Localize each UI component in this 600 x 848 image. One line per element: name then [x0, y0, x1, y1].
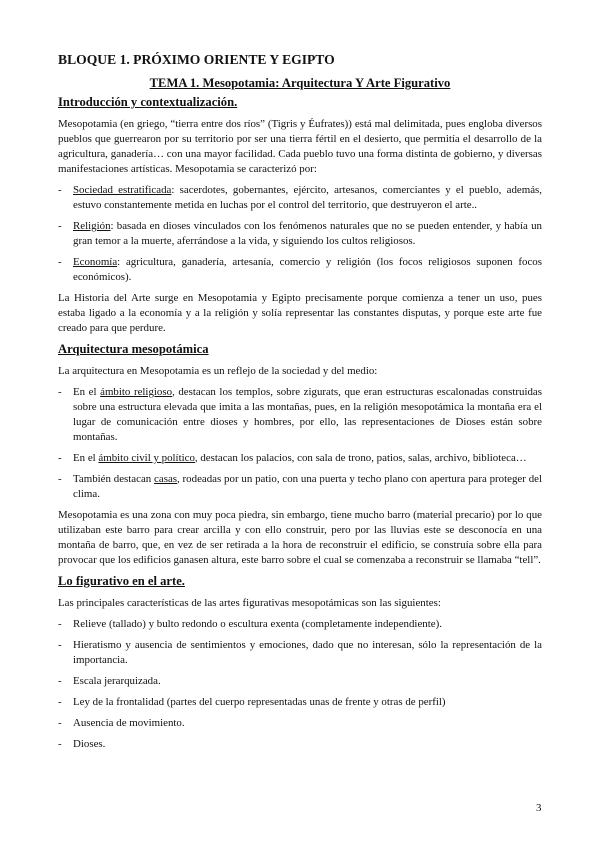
- intro-heading: Introducción y contextualización.: [58, 95, 238, 109]
- page-number: 3: [536, 802, 542, 814]
- list-item: - Ley de la frontalidad (partes del cuerpo representadas unas de frente y otras de perfil): [58, 695, 542, 710]
- figurativo-list: [58, 617, 542, 752]
- list-item: [58, 472, 542, 502]
- list-prefix: En el: [73, 386, 101, 398]
- arquitectura-heading: Arquitectura mesopotámica: [58, 342, 209, 356]
- list-prefix: También destacan: [73, 473, 155, 485]
- list-item: [58, 451, 542, 466]
- list-text: : basada en dioses vinculados con los fenómenos naturales que no se pueden entender, y había un gran temor a la muerte, aferrándose a la vida, y siguiendo los cultos religiosos.: [73, 220, 542, 247]
- list-item: - Relieve (tallado) y bulto redondo o escultura exenta (completamente independiente).: [58, 617, 542, 632]
- list-item: [58, 183, 542, 213]
- document-page: [58, 52, 542, 758]
- arquitectura-closing: Mesopotamia es una zona con muy poca piedra, sin embargo, tiene mucho barro (material precario) por lo que utilizaban este barro para crear arcilla y con ello construir, pero por las lluvias este se desconocía en una montaña de barro, que, en vez de ser retirada a la hora de reconstruir el edificio, se construía sobre ella para provocar que los edificios ganasen altura, este barro sobre el cual se comenzaba a reconstruir se llamaba “tell”.: [58, 509, 542, 566]
- figurativo-intro: Las principales características de las artes figurativas mesopotámicas son las siguientes:: [58, 597, 441, 609]
- intro-paragraph: Mesopotamia (en griego, “tierra entre dos ríos” (Tigris y Éufrates)) está mal delimitada, pues engloba diversos pueblos que guerrearon por su territorio por ser una tierra fértil en el desierto, que permitía el desarrollo de la agricultura, ganadería… con una mayor facilidad. Cada pueblo tuvo una forma distinta de gobierno, y diversas manifestaciones artísticas. Mesopotamia se caracterizó por:: [58, 118, 542, 175]
- list-item: - Hieratismo y ausencia de sentimientos y emociones, dado que no interesan, sólo la representación de la importancia.: [58, 638, 542, 668]
- list-term: ámbito civil y político: [98, 452, 195, 464]
- list-item: [58, 385, 542, 445]
- list-item: - Dioses.: [58, 737, 542, 752]
- block-title: BLOQUE 1. PRÓXIMO ORIENTE Y EGIPTO: [58, 52, 335, 67]
- list-item: [58, 255, 542, 285]
- list-text: : agricultura, ganadería, artesanía, comercio y religión (los focos religiosos suponen focos económicos).: [73, 256, 542, 283]
- list-term: Religión: [73, 220, 111, 232]
- list-text: , rodeadas por un patio, con una puerta y techo plano con apertura para proteger del clima.: [73, 473, 542, 500]
- list-term: casas: [154, 473, 178, 485]
- tema-title: TEMA 1. Mesopotamia: Arquitectura Y Arte Figurativo: [149, 76, 451, 90]
- list-text: , destacan los templos, sobre zigurats, que eran estructuras escalonadas construidas sobre una estructura elevada que imita a las montañas, pues, en la religión mesopotámica la montaña era el lugar de comunicación entre dioses y hombres, por ello, las representaciones de Dioses están sobre montañas.: [73, 386, 542, 443]
- list-term: ámbito religioso: [100, 386, 173, 398]
- arquitectura-list: [58, 385, 542, 502]
- figurativo-heading: Lo figurativo en el arte.: [58, 574, 185, 588]
- list-item: - Escala jerarquizada.: [58, 674, 542, 689]
- list-item: [58, 219, 542, 249]
- intro-list: [58, 183, 542, 285]
- list-text: , destacan los palacios, con sala de trono, patios, salas, archivo, biblioteca…: [194, 452, 527, 464]
- arquitectura-intro: La arquitectura en Mesopotamia es un reflejo de la sociedad y del medio:: [58, 365, 378, 377]
- list-term: Economía: [73, 256, 118, 268]
- list-term: Sociedad estratificada: [73, 184, 172, 196]
- list-item: - Ausencia de movimiento.: [58, 716, 542, 731]
- list-prefix: En el: [73, 452, 99, 464]
- intro-closing: La Historia del Arte surge en Mesopotamia y Egipto precisamente porque comienza a tener un uso, pues estaba ligado a la economía y a la religión y solía representar las constantes disputas, y porque este arte fue creado para que perdure.: [58, 292, 542, 334]
- list-text: : sacerdotes, gobernantes, ejército, artesanos, comerciantes y el pueblo, además, estuvo constantemente metida en luchas por el control del territorio, que destruyeron el arte..: [73, 184, 542, 211]
